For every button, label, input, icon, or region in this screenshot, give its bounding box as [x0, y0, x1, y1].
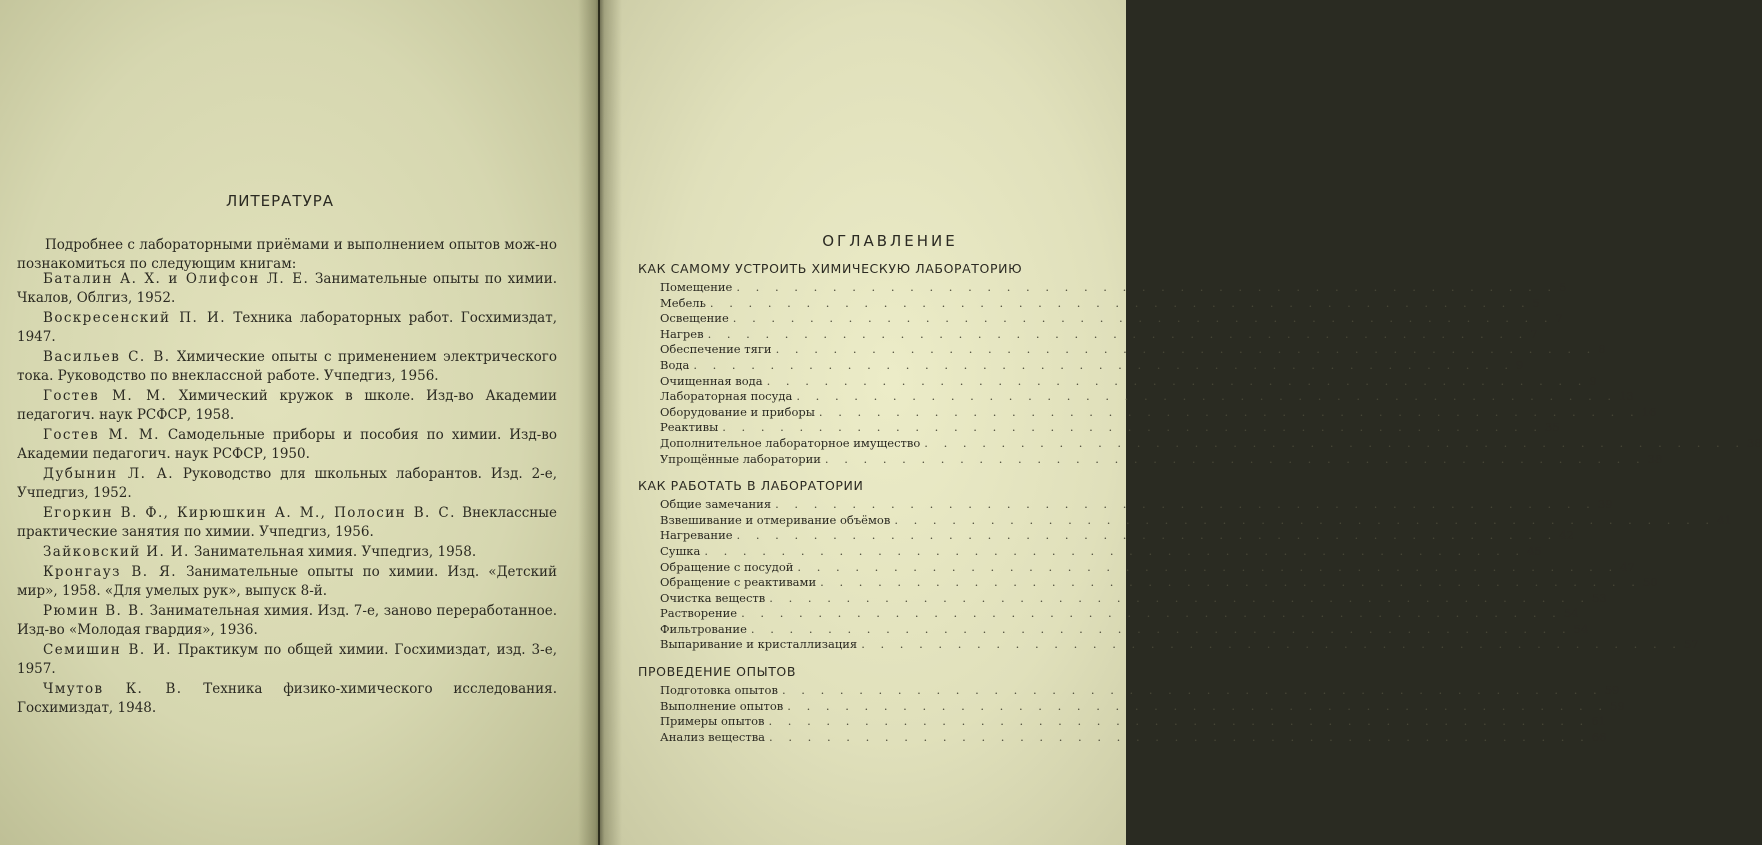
toc-dot-leader: . . . . . . . . . . . . . . . . . . . . . . . . . . . . . . . . . . . . . . . . . . . [736, 528, 1558, 543]
toc-section-heading: ПРОВЕДЕНИЕ ОПЫТОВ [638, 664, 797, 680]
reference-author: Чмутов К. В. [43, 681, 183, 697]
reference-text: Занимательные опыты по химии. Чкалов, Облгиз, 1952. [17, 271, 557, 306]
toc-entry-label: Подготовка опытов [660, 683, 778, 698]
reference-author: Баталин А. Х. и Олифсон Л. Е. [43, 271, 310, 287]
reference-entry [17, 270, 557, 308]
toc-entry [660, 451, 1663, 468]
toc-dot-leader: . . . . . . . . . . . . . . . . . . . . . . . . . . . . . . . . . . . . . . . . . . . [824, 451, 1646, 466]
toc-entry [660, 528, 1574, 544]
toc-dot-leader: . . . . . . . . . . . . . . . . . . . . . . . . . . . . . . . . . . . . . . . . . . . [781, 683, 1603, 698]
reference-author: Васильев С. В. [43, 349, 171, 365]
toc-entry-page: 7 [1530, 326, 1538, 341]
toc-dot-leader: . . . . . . . . . . . . . . . . . . . . . . . . . . . . . . . . . . . . . . . . . . . [769, 729, 1590, 744]
toc-entry-label: Растворение [660, 606, 738, 621]
toc-entry-page: 61 [1591, 714, 1606, 729]
reference-entry [17, 426, 557, 464]
toc-entry-page: 57 [1683, 637, 1699, 652]
toc-entry-label: Оборудование и приборы [660, 404, 815, 419]
reference-entry [17, 641, 557, 679]
book-gutter [578, 0, 622, 845]
toc-entry [660, 435, 1762, 452]
toc-dot-leader: . . . . . . . . . . . . . . . . . . . . . . . . . . . . . . . . . . . . . . . . . . . [894, 512, 1716, 527]
toc-entry-label: Лабораторная посуда [660, 389, 793, 404]
reference-text: Занимательная химия. Учпедгиз, 1958. [189, 544, 477, 560]
toc-dot-leader: . . . . . . . . . . . . . . . . . . . . . . . . . . . . . . . . . . . . . . . . . . . [924, 435, 1746, 450]
reference-entry [17, 543, 557, 562]
reference-list [17, 270, 557, 719]
toc-dot-leader: . . . . . . . . . . . . . . . . . . . . . . . . . . . . . . . . . . . . . . . . . . . [787, 698, 1608, 713]
toc-entry-label: Реактивы [660, 420, 719, 435]
reference-text: Техника лабораторных работ. Госхимиздат, 1947. [17, 310, 557, 345]
toc-entry-page: 45 [1527, 543, 1542, 558]
reference-text: Техника физико-химического исследования. Госхимиздат, 1948. [17, 681, 557, 716]
toc-dot-leader: . . . . . . . . . . . . . . . . . . . . . . . . . . . . . . . . . . . . . . . . . . . [709, 295, 1531, 310]
toc-entry [660, 575, 1658, 591]
toc-entry-label: Очищенная вода [660, 373, 763, 388]
toc-dot-leader: . . . . . . . . . . . . . . . . . . . . . . . . . . . . . . . . . . . . . . . . . . . [736, 280, 1558, 294]
toc-entry [660, 404, 1657, 421]
toc-dot-leader: . . . . . . . . . . . . . . . . . . . . . . . . . . . . . . . . . . . . . . . . . . . [732, 311, 1554, 326]
toc-entry-page: 38 [1647, 451, 1663, 466]
reference-text: Занимательная химия. Изд. 7-е, заново переработанное. Изд-во «Молодая гвардия», 1936. [17, 603, 557, 638]
toc-entry-page: 54 [1573, 621, 1589, 636]
toc-dot-leader: . . . . . . . . . . . . . . . . . . . . . . . . . . . . . . . . . . . . . . . . . . . [768, 714, 1590, 729]
toc-entry-page: 59 [1610, 698, 1625, 713]
toc-entry-page: 13 [1619, 389, 1634, 404]
toc-entry-label: Обращение с реактивами [660, 575, 817, 590]
toc-entry-label: Фильтрование [660, 621, 747, 636]
reference-entry [17, 504, 557, 542]
toc-entry [660, 342, 1606, 358]
literature-intro: Подробнее с лабораторными приёмами и выполнением опытов мож-но познакомиться по следующим книгам: [17, 237, 557, 272]
toc-entry-page: 66 [1591, 729, 1607, 744]
toc-entry-page: 59 [1604, 683, 1620, 698]
toc-entry-page: 54 [1563, 606, 1579, 621]
toc-entry [660, 497, 1613, 513]
reference-entry [17, 348, 557, 386]
toc-entry-label: Помещение [660, 280, 733, 294]
reference-entry [17, 680, 557, 718]
reference-entry [17, 387, 557, 425]
toc-entry-page: 42 [1559, 528, 1574, 543]
reference-entry [17, 602, 557, 640]
reference-entry [17, 465, 557, 503]
table-of-contents [638, 260, 1762, 745]
toc-dot-leader: . . . . . . . . . . . . . . . . . . . . . . . . . . . . . . . . . . . . . . . . . . . [796, 389, 1618, 404]
toc-entry-page: 9 [1589, 373, 1597, 388]
toc-dot-leader: . . . . . . . . . . . . . . . . . . . . . . . . . . . . . . . . . . . . . . . . . . . [797, 559, 1619, 574]
toc-entry [660, 698, 1625, 715]
reference-author: Семишин В. И. [43, 642, 172, 658]
toc-entry-label: Сушка [660, 543, 701, 558]
reference-text: Химические опыты с применением электрического тока. Руководство по внеклассной работе. Учпедгиз, 1956. [17, 349, 557, 384]
reference-author: Егоркин В. Ф., Кирюшкин А. М., Полосин В. С. [43, 505, 456, 521]
toc-entry-page: 16 [1641, 404, 1657, 419]
toc-entry-page: 5 [1532, 295, 1540, 310]
toc-section-heading: КАК РАБОТАТЬ В ЛАБОРАТОРИИ [638, 478, 864, 494]
toc-entry [660, 590, 1607, 607]
toc-entry-page: 7 [1555, 311, 1563, 326]
toc-entry-page: 47 [1620, 559, 1635, 574]
toc-entry-page: 41 [1717, 512, 1732, 527]
reference-author: Зайковский И. И. [43, 544, 190, 560]
toc-entry-label: Мебель [660, 295, 706, 310]
toc-entry-label: Обращение с посудой [660, 559, 794, 574]
toc-entry-page: 39 [1597, 497, 1613, 512]
toc-entry-page: 38 [1747, 435, 1762, 450]
toc-entry-page: 53 [1592, 590, 1607, 605]
toc-entry [660, 606, 1579, 622]
toc-entry [660, 683, 1620, 699]
toc-entry [660, 357, 1524, 374]
toc-entry [660, 621, 1589, 638]
reference-text: Внеклассные практические занятия по химии. Учпедгиз, 1956. [17, 505, 557, 540]
literature-title: ЛИТЕРАТУРА [225, 192, 335, 210]
reference-author: Кронгауз В. Я. [43, 564, 177, 580]
toc-entry-label: Нагревание [660, 528, 733, 543]
toc-dot-leader: . . . . . . . . . . . . . . . . . . . . . . . . . . . . . . . . . . . . . . . . . . . [750, 621, 1572, 636]
toc-entry [660, 714, 1606, 730]
toc-entry-page: 35 [1544, 420, 1560, 435]
toc-entry-label: Выпаривание и кристаллизация [660, 637, 858, 652]
toc-dot-leader: . . . . . . . . . . . . . . . . . . . . . . . . . . . . . . . . . . . . . . . . . . . [769, 590, 1590, 605]
toc-entry-label: Упрощённые лаборатории [660, 451, 821, 466]
toc-entry [660, 559, 1635, 576]
toc-dot-leader: . . . . . . . . . . . . . . . . . . . . . . . . . . . . . . . . . . . . . . . . . . . [775, 497, 1596, 512]
reference-author: Воскресенский П. И. [43, 310, 226, 326]
toc-entry [660, 280, 1567, 296]
toc-dot-leader: . . . . . . . . . . . . . . . . . . . . . . . . . . . . . . . . . . . . . . . . . . . [722, 420, 1543, 435]
reference-author: Гостев М. М. [43, 427, 160, 443]
toc-entry [660, 311, 1563, 327]
toc-dot-leader: . . . . . . . . . . . . . . . . . . . . . . . . . . . . . . . . . . . . . . . . . . . [704, 543, 1526, 558]
toc-section-heading: КАК САМОМУ УСТРОИТЬ ХИМИЧЕСКУЮ ЛАБОРАТОРИЮ [638, 261, 1023, 276]
toc-entry [660, 729, 1607, 746]
toc-entry-label: Обеспечение тяги [660, 342, 772, 357]
toc-entry [660, 512, 1732, 529]
toc-dot-leader: . . . . . . . . . . . . . . . . . . . . . . . . . . . . . . . . . . . . . . . . . . . [707, 326, 1529, 341]
toc-entry [660, 373, 1597, 390]
toc-entry-label: Нагрев [660, 326, 704, 341]
toc-dot-leader: . . . . . . . . . . . . . . . . . . . . . . . . . . . . . . . . . . . . . . . . . . . [693, 357, 1515, 372]
toc-entry-label: Вода [660, 357, 690, 372]
toc-entry-label: Выполнение опытов [660, 698, 784, 713]
toc-dot-leader: . . . . . . . . . . . . . . . . . . . . . . . . . . . . . . . . . . . . . . . . . . . [818, 404, 1640, 419]
toc-dot-leader: . . . . . . . . . . . . . . . . . . . . . . . . . . . . . . . . . . . . . . . . . . . [775, 342, 1597, 357]
toc-entry-page: 9 [1516, 357, 1524, 372]
toc-entry [660, 389, 1634, 405]
toc-dot-leader: . . . . . . . . . . . . . . . . . . . . . . . . . . . . . . . . . . . . . . . . . . . [820, 575, 1641, 590]
toc-dot-leader: . . . . . . . . . . . . . . . . . . . . . . . . . . . . . . . . . . . . . . . . . . . [766, 373, 1588, 388]
toc-dot-leader: . . . . . . . . . . . . . . . . . . . . . . . . . . . . . . . . . . . . . . . . . . . [741, 606, 1562, 621]
reference-text: Занимательные опыты по химии. Изд. «Детский мир», 1958. «Для умелых рук», выпуск 8-й. [17, 564, 557, 599]
reference-author: Гостев М. М. [43, 388, 168, 404]
toc-entry [660, 637, 1699, 653]
toc-entry [660, 543, 1542, 560]
toc-entry [660, 326, 1538, 343]
toc-entry [660, 420, 1560, 436]
reference-author: Дубынин Л. А. [43, 466, 174, 482]
toc-entry-label: Очистка веществ [660, 590, 766, 605]
toc-entry-label: Примеры опытов [660, 714, 765, 729]
toc-entry-label: Дополнительное лабораторное имущество [660, 435, 921, 450]
toc-entry-page: 5 [1559, 280, 1567, 294]
toc-entry-page: 50 [1642, 575, 1658, 590]
toc-entry [660, 295, 1540, 312]
reference-text: Химический кружок в школе. Изд-во Академии педагогич. наук РСФСР, 1958. [17, 388, 557, 423]
reference-text: Практикум по общей химии. Госхимиздат, изд. 3-е, 1957. [17, 642, 557, 677]
reference-text: Самодельные приборы и пособия по химии. Изд-во Академии педагогич. наук РСФСР, 1950. [17, 427, 558, 462]
toc-entry-label: Общие замечания [660, 497, 772, 512]
toc-entry-label: Освещение [660, 311, 729, 326]
toc-entry-page: 8 [1598, 342, 1606, 357]
reference-entry [17, 563, 557, 601]
toc-title: ОГЛАВЛЕНИЕ [822, 232, 958, 250]
reference-author: Рюмин В. В. [43, 603, 146, 619]
toc-entry-label: Взвешивание и отмеривание объёмов [660, 512, 891, 527]
toc-dot-leader: . . . . . . . . . . . . . . . . . . . . . . . . . . . . . . . . . . . . . . . . . . . [861, 637, 1682, 652]
reference-text: Руководство для школьных лаборантов. Изд. 2-е, Учпедгиз, 1952. [17, 466, 557, 501]
reference-entry [17, 309, 557, 347]
toc-entry-label: Анализ вещества [660, 729, 766, 744]
